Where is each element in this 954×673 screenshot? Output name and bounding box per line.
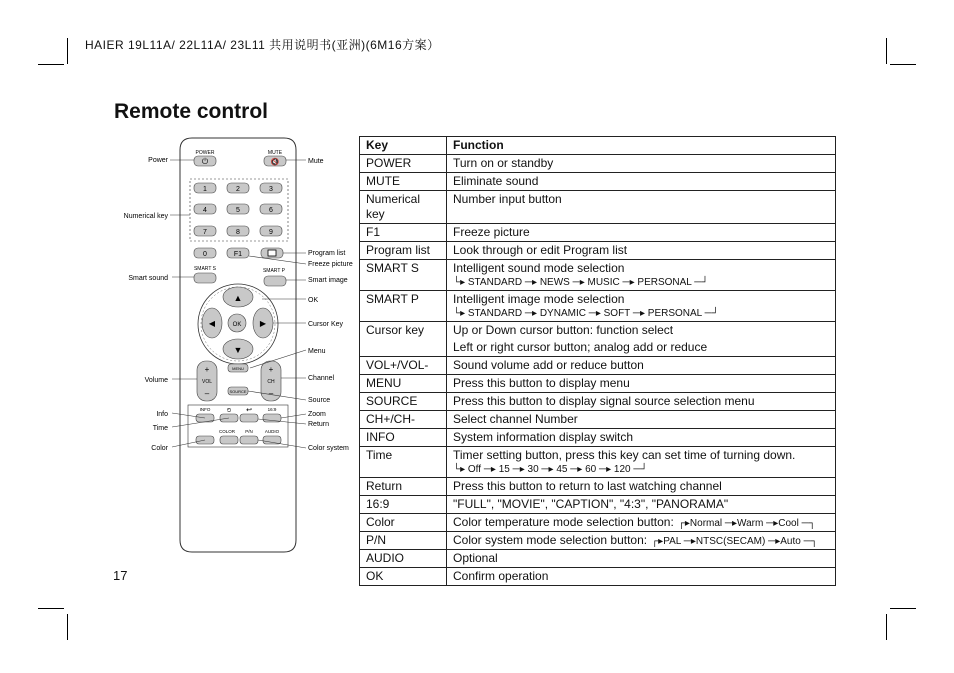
callout-freeze-picture: Freeze picture [308,261,353,268]
callout-smart-sound: Smart sound [128,275,168,282]
function-cell [447,260,836,291]
function-text: Confirm operation [453,569,549,583]
zoom-button [263,414,281,422]
function-cell [447,514,836,532]
function-cell [447,224,836,242]
sequence-item: NEWS [539,277,570,288]
callout-return: Return [308,421,330,428]
down-arrow-icon: ▼ [233,345,243,355]
callout-mute: Mute [308,158,324,165]
cycle-sequence: └▸ STANDARD ─▸ NEWS ─▸ MUSIC ─▸ PERSONAL ─┘ [453,277,709,288]
callout-info: Info [156,411,168,418]
table-header-row [360,137,836,155]
mute-icon: 🔇 [270,159,280,166]
key-cell: Time [360,447,447,478]
ch-plus: + [268,365,274,374]
function-text: Freeze picture [453,225,530,239]
key-function-table [359,136,836,586]
sequence-item: Normal [689,518,723,529]
key-cell: INFO [360,429,447,447]
table-row [360,532,836,550]
function-text: System information display switch [453,430,634,444]
key-cell: Numerical key [360,191,447,224]
table-row [360,411,836,429]
key-cell: SOURCE [360,393,447,411]
number-label: 2 [236,186,240,193]
sequence-item: PERSONAL [647,308,702,319]
function-cell [447,291,836,322]
return-button [240,414,258,422]
callout-zoom: Zoom [308,411,326,418]
callout-numerical-key: Numerical key [123,213,168,220]
number-label: 6 [269,207,273,214]
up-arrow-icon: ▲ [233,293,243,303]
pn-button-2 [240,436,258,444]
function-text: Intelligent sound mode selection [453,261,625,275]
function-text-2: Left or right cursor button; analog add or reduce [453,340,708,354]
sequence-item: PERSONAL [637,277,692,288]
function-cell [447,191,836,224]
number-label: 3 [269,186,273,193]
vol-label: VOL [201,379,213,385]
table-row [360,375,836,393]
vol-minus: – [204,389,210,398]
source-label: SOURCE [229,389,247,394]
sequence-item: STANDARD [467,308,523,319]
function-text [453,533,829,548]
callout-menu: Menu [308,348,326,355]
function-text: Look through or edit Program list [453,243,628,257]
cycle-sequence: └▸ STANDARD ─▸ DYNAMIC ─▸ SOFT ─▸ PERSONAL ─┘ [453,308,719,319]
table-row [360,322,836,357]
function-cell [447,155,836,173]
sequence-item: 30 [527,464,539,475]
function-cell [447,322,836,357]
vol-plus: + [204,365,210,374]
function-text: Up or Down cursor button: function select [453,323,674,337]
table-row [360,291,836,322]
function-text: Press this button to return to last watching channel [453,479,722,493]
pn-button [220,436,238,444]
function-text: Intelligent image mode selection [453,292,625,306]
key-cell: 16:9 [360,496,447,514]
key-cell: MENU [360,375,447,393]
function-text [453,515,829,530]
key-cell: Return [360,478,447,496]
key-cell: SMART P [360,291,447,322]
smart-s-button [194,273,216,283]
function-text: Eliminate sound [453,174,539,188]
ch-label: CH [267,379,275,385]
sequence-item: PAL [663,536,681,547]
power-label: POWER [195,150,215,156]
function-text: Select channel Number [453,412,578,426]
table-row [360,568,836,586]
program-list-icon [268,250,276,256]
ch-minus: – [268,389,274,398]
header-function: Function [447,137,836,155]
sequence-item: DYNAMIC [539,308,586,319]
key-cell: CH+/CH- [360,411,447,429]
f1-label: F1 [233,251,243,258]
key-cell: AUDIO [360,550,447,568]
sequence-item: 60 [585,464,597,475]
header-key: Key [360,137,447,155]
page-number: 17 [113,568,128,583]
key-cell: SMART S [360,260,447,291]
key-cell: Cursor key [360,322,447,357]
function-cell [447,550,836,568]
table-row [360,429,836,447]
table-row [360,260,836,291]
page-header: HAIER 19L11A/ 22L11A/ 23L11 共用说明书(亚洲)(6M16方案） [85,38,440,52]
function-cell [447,532,836,550]
callout-program-list: Program list [308,250,346,257]
callout-volume: Volume [144,377,168,384]
function-cell [447,173,836,191]
sequence-item: Off [467,464,482,475]
function-text: Press this button to display menu [453,376,630,390]
zero-label: 0 [203,251,207,258]
table-row [360,155,836,173]
callout-smart-image: Smart image [308,277,348,284]
function-cell [447,242,836,260]
number-label: 1 [203,186,207,193]
function-text-main: Color temperature mode selection button: [453,515,674,529]
key-cell: F1 [360,224,447,242]
function-text: "FULL", "MOVIE", "CAPTION", "4:3", "PANORAMA" [453,497,729,511]
cycle-sequence: └▸ Off ─▸ 15 ─▸ 30 ─▸ 45 ─▸ 60 ─▸ 120 ─┘ [453,464,648,475]
function-text: Number input button [453,192,562,206]
menu-label: MENU [232,366,244,371]
sequence-item: 120 [613,464,631,475]
callout-cursor-key: Cursor Key [308,321,344,328]
table-row [360,393,836,411]
function-cell [447,568,836,586]
number-label: 8 [236,229,240,236]
sequence-item: NTSC(SECAM) [695,536,766,547]
key-cell: VOL+/VOL- [360,357,447,375]
callout-color: Color [151,445,168,452]
table-row [360,191,836,224]
number-label: 4 [203,207,207,214]
function-cell [447,429,836,447]
info-label: INFO [199,407,211,412]
table-row [360,173,836,191]
sequence-item: 45 [556,464,568,475]
audio-label: AUDIO [264,429,280,434]
callout-channel: Channel [308,375,335,382]
cycle-sequence: ┌▸Normal ─▸Warm ─▸Cool ─┐ [677,518,816,529]
sequence-item: MUSIC [587,277,620,288]
smart-p-label: SMART P [262,268,286,274]
page-title: Remote control [114,100,269,123]
function-cell [447,496,836,514]
number-label: 5 [236,207,240,214]
sequence-item: Auto [780,536,801,547]
function-cell [447,447,836,478]
key-cell: MUTE [360,173,447,191]
left-arrow-icon: ◀ [208,319,216,328]
color-label: COLOR [218,429,236,434]
table-row [360,242,836,260]
function-text: Sound volume add or reduce button [453,358,644,372]
table-row [360,514,836,532]
function-cell [447,411,836,429]
table-row [360,478,836,496]
number-label: 9 [269,229,273,236]
cycle-sequence: ┌▸PAL ─▸NTSC(SECAM) ─▸Auto ─┐ [651,536,818,547]
table-row [360,496,836,514]
timer-icon: ⏲ [226,408,232,414]
number-label: 7 [203,229,207,236]
ok-label: OK [232,322,242,328]
mute-label: MUTE [267,150,283,156]
sequence-item: 15 [498,464,510,475]
function-text: Press this button to display signal source selection menu [453,394,755,408]
function-text: Optional [453,551,498,565]
function-cell [447,478,836,496]
function-cell [447,375,836,393]
table-row [360,447,836,478]
callout-color-system: Color system [308,445,349,452]
key-cell: P/N [360,532,447,550]
key-cell: POWER [360,155,447,173]
smart-p-button [264,276,286,286]
sequence-item: STANDARD [467,277,523,288]
ratio-label: 16:9 [267,407,277,412]
right-arrow-icon: ▶ [259,319,267,328]
table-row [360,357,836,375]
function-cell [447,357,836,375]
sequence-item: Cool [778,518,799,529]
callout-power: Power [148,157,168,164]
sequence-item: SOFT [603,308,631,319]
table-row [360,550,836,568]
key-cell: Color [360,514,447,532]
smart-s-label: SMART S [193,266,217,272]
callout-time: Time [152,425,168,432]
key-cell: OK [360,568,447,586]
function-text-main: Color system mode selection button: [453,533,648,547]
function-text: Turn on or standby [453,156,554,170]
key-cell: Program list [360,242,447,260]
table-row [360,224,836,242]
function-text: Timer setting button, press this key can set time of turning down. [453,448,796,462]
return-icon: ↩ [246,407,252,414]
audio-button [263,436,281,444]
pn-label: P/N [245,429,253,434]
callout-source: Source [308,397,331,404]
callout-ok: OK [308,297,319,304]
sequence-item: Warm [737,518,764,529]
function-cell [447,393,836,411]
power-icon: ⏻ [201,157,209,166]
